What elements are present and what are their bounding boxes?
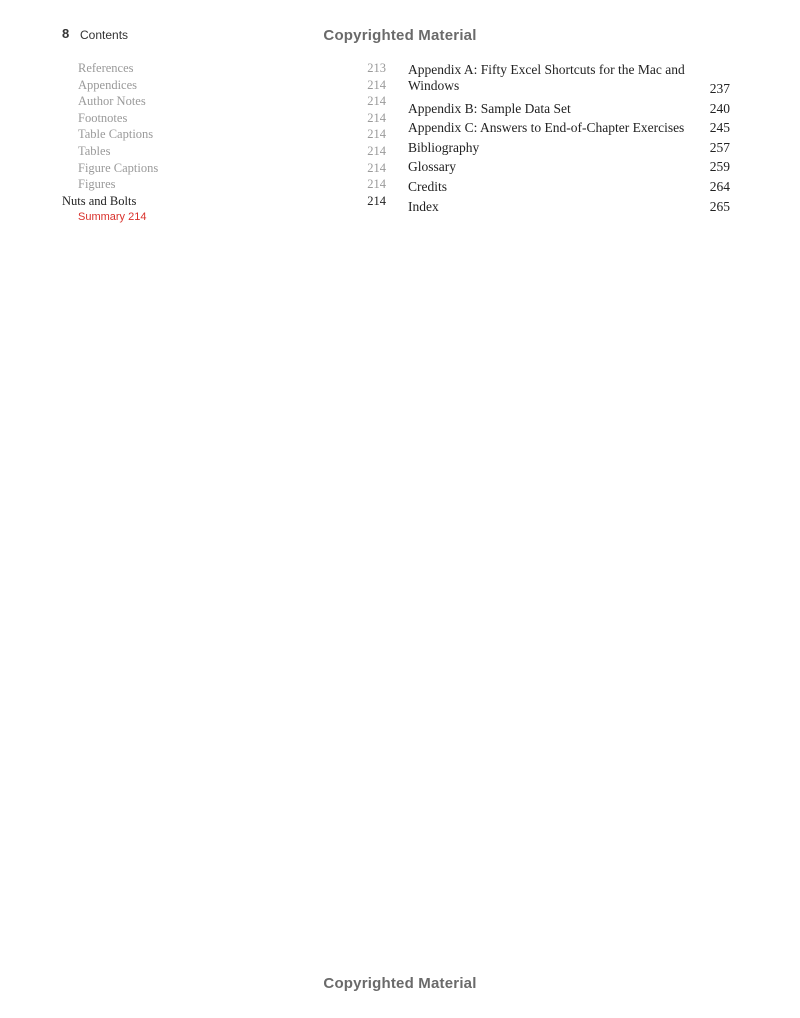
toc-right-column — [408, 62, 730, 215]
toc-left-column — [62, 60, 386, 225]
toc-entry-label: Bibliography — [408, 139, 480, 155]
toc-entry-page: 237 — [709, 81, 730, 96]
toc-entry-label: Appendix C: Answers to End-of-Chapter Exercises — [408, 120, 685, 136]
toc-entry-label: References — [78, 61, 134, 75]
toc-entry[interactable] — [62, 176, 386, 193]
toc-entry[interactable] — [62, 93, 386, 110]
toc-entry-label: Figures — [78, 177, 116, 192]
toc-entry-page: 214 — [367, 160, 386, 175]
toc-entry[interactable] — [62, 160, 386, 177]
toc-entry-label: Appendix A: Fifty Excel Shortcuts for the Mac and Windows — [408, 62, 685, 93]
toc-entry-label: Tables — [78, 143, 111, 158]
toc-entry-label: Appendices — [78, 77, 138, 92]
toc-entry[interactable] — [408, 195, 730, 215]
watermark-top: Copyrighted Material — [323, 27, 477, 44]
watermark-bottom: Copyrighted Material — [323, 975, 477, 992]
toc-entry-page: 257 — [709, 139, 730, 155]
toc-entry[interactable] — [408, 136, 730, 156]
toc-entry-label: Credits — [408, 178, 447, 194]
toc-entry-page: 264 — [709, 178, 730, 194]
toc-entry-page: 214 — [367, 177, 386, 192]
toc-entry-label: Figure Captions — [78, 160, 159, 175]
toc-entry[interactable] — [62, 110, 386, 127]
toc-entry-page: 245 — [709, 120, 730, 136]
toc-entry[interactable] — [62, 77, 386, 94]
toc-entry-page: 214 — [367, 94, 386, 109]
toc-entry-page: 214 — [367, 193, 386, 208]
toc-entry-label: Table Captions — [78, 127, 154, 142]
toc-entry-page: 214 — [367, 110, 386, 125]
page-number: 8 — [62, 26, 70, 41]
toc-entry[interactable] — [408, 117, 730, 137]
toc-entry-page: 213 — [367, 61, 386, 75]
toc-entry-label: Appendix B: Sample Data Set — [408, 100, 571, 116]
toc-entry-label: Index — [408, 198, 439, 214]
toc-entry[interactable] — [408, 156, 730, 176]
toc-entry[interactable] — [408, 62, 730, 97]
toc-entry[interactable] — [408, 175, 730, 195]
toc-entry-page: 240 — [709, 100, 730, 116]
toc-entry[interactable] — [62, 143, 386, 160]
toc-entry-page: 214 — [367, 143, 386, 158]
toc-entry[interactable] — [408, 97, 730, 117]
toc-entry[interactable] — [62, 60, 386, 77]
toc-entry-page: 214 — [367, 77, 386, 92]
toc-entry[interactable] — [62, 126, 386, 143]
toc-entry-page: 214 — [367, 127, 386, 142]
toc-summary-entry[interactable]: Summary 214 — [78, 211, 147, 224]
toc-entry-label: Nuts and Bolts — [62, 193, 137, 208]
toc-section-entry[interactable] — [62, 193, 386, 210]
toc-entry-label: Author Notes — [78, 94, 146, 109]
running-header: Contents — [80, 28, 129, 42]
toc-entry-label: Glossary — [408, 159, 456, 175]
toc-entry-page: 259 — [709, 159, 730, 175]
toc-entry-page: 265 — [709, 198, 730, 214]
toc-entry-label: Footnotes — [78, 110, 128, 125]
